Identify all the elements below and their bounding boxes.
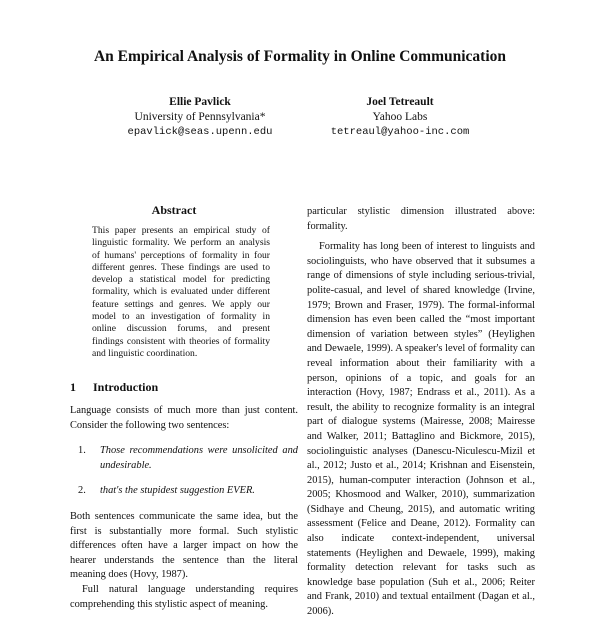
right-paragraph-2: Formality has long been of interest to linguists and sociolinguists, who have observed that it subsumes a range of dimensions of style including serious-trivial, polite-casual, and level of shared knowledge (Irvine, 1979; Brown and Fraser, 1979). The formal-informal dimension has even been called the “most important dimension of variation between styles” (Heylighen and Dewaele, 1999). A speaker's level of formality can reveal information about their familiarity with a person, opinions of a topic, and goals for an interaction (Hovy, 1987; Endrass et al., 2011). As a result, the ability to recognize formality is an integral part of dialogue systems (Mairesse, 2008; Mairesse and Walker, 2011; Battaglino and Bickmore, 2015), sociolinguistic analyses (Danescu-Niculescu-Mizil et al., 2012; Justo et al., 2014; Krishnan and Eisenstein, 2015), human-computer interaction (Johnson et al., 2005; Khosmood and Walker, 2010), summarization (Sidhaye and Cheung, 2015), and automatic writing assessment (Felice and Deane, 2012). Formality can also indicate context-independent, universal statements (Heylighen and Dewaele, 1999), making formality detection relevant for tasks such as knowledge base population (Suh et al., 2006; Reiter and Frank, 2010) and textual entailment (Dagan et al., 2006). — [307, 241, 535, 618]
right-paragraph-1: particular stylistic dimension illustrated above: formality. — [307, 206, 535, 232]
example-item — [70, 484, 298, 499]
author-affiliation: University of Pennsylvania* — [134, 111, 266, 123]
left-column — [70, 404, 298, 612]
section-heading — [70, 380, 300, 395]
author-block-1 — [100, 95, 300, 140]
section-number: 1 — [70, 380, 76, 394]
example-text: Those recommendations were unsolicited and undesirable. — [100, 445, 298, 471]
example-number: 2. — [78, 485, 86, 497]
section-title: Introduction — [93, 380, 159, 394]
example-text: that's the stupidest suggestion EVER. — [100, 485, 255, 497]
intro-paragraph-1: Language consists of much more than just content. Consider the following two sentences: — [70, 405, 298, 431]
author-affiliation: Yahoo Labs — [372, 111, 428, 123]
example-number: 1. — [78, 445, 86, 457]
example-item — [70, 444, 298, 473]
intro-paragraph-2: Both sentences communicate the same idea, but the first is substantially more formal. Such stylistic differences often have a larger impact on how the hearer understands the sentence than the literal meaning does (Hovy, 1987). — [70, 510, 298, 581]
intro-paragraph-3: Full natural language understanding requires comprehending this stylistic aspect of meaning. — [70, 583, 298, 610]
author-email: tetreaul@yahoo-inc.com — [330, 126, 470, 138]
right-column — [307, 205, 535, 620]
author-name: Joel Tetreault — [366, 96, 434, 108]
abstract-heading: Abstract — [151, 203, 197, 217]
author-name: Ellie Pavlick — [169, 96, 231, 108]
example-list — [70, 444, 298, 499]
paper-title: An Empirical Analysis of Formality in Online Communication — [93, 48, 507, 65]
author-block-2 — [300, 95, 500, 140]
abstract-text: This paper presents an empirical study of linguistic formality. We perform an analysis of humans' perceptions of formality in four different genres. These findings are used to develop a statistical model for predicting formality, which is evaluated under different feature settings and genres. We apply our model to an investigation of formality in online discussion forums, and present findings consistent with theories of formality and linguistic coordination. — [92, 225, 270, 359]
author-email: epavlick@seas.upenn.edu — [127, 126, 273, 138]
